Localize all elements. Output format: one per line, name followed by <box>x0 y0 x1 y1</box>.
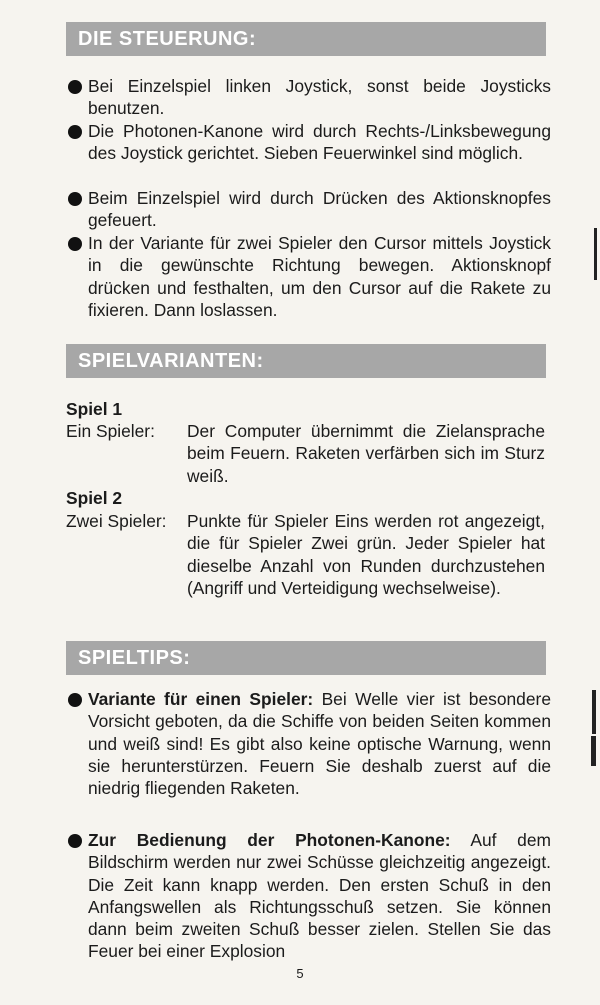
variant-title: Spiel 2 <box>66 488 123 508</box>
scan-edge-mark <box>594 228 597 280</box>
tip-item <box>66 829 551 963</box>
controls-item <box>66 120 551 165</box>
bullet-icon <box>68 237 82 251</box>
controls-item-text: Bei Einzelspiel linken Joystick, sonst beide Joysticks benutzen. <box>88 76 551 119</box>
bullet-icon <box>68 125 82 139</box>
tip-lead: Zur Bedienung der Photonen-Kanone: <box>88 830 451 850</box>
variant-description: Punkte für Spieler Eins werden rot angezeigt, die für Spieler Zwei grün. Jeder Spieler hat dieselbe Anzahl von Runden durchzustehen (Angriff und Verteidigung wechselweise). <box>187 511 545 598</box>
variant-title: Spiel 1 <box>66 399 123 419</box>
bullet-icon <box>68 834 82 848</box>
controls-item-text: Beim Einzelspiel wird durch Drücken des Aktionsknopfes gefeuert. <box>88 188 551 231</box>
controls-item <box>66 187 551 232</box>
tip-text: Bei Welle vier ist besondere Vorsicht geboten, da die Schiffe von beiden Seiten kommen und weiß sind! Es gibt also keine optische Warnung, wenn sie herunterstürzen. Feuern Sie deshalb zuerst auf die niedrig fliegenden Raketen. <box>88 689 551 799</box>
bullet-icon <box>68 80 82 94</box>
tip-item <box>66 688 551 799</box>
bullet-icon <box>68 693 82 707</box>
section-heading-tips: SPIELTIPS: <box>66 641 546 675</box>
section-heading-variants: SPIELVARIANTEN: <box>66 344 546 378</box>
page-number: 5 <box>296 966 304 981</box>
tip-text: Auf dem Bildschirm werden nur zwei Schüsse gleichzeitig angezeigt. Die Zeit kann knapp werden. Den ersten Schuß in den Anfangswellen als Richtungsschuß setzen. Sie können dann beim zweiten Schuß besser zielen. Stellen Sie das Feuer bei einer Explosion <box>88 830 552 962</box>
controls-item <box>66 75 551 120</box>
variant-label: Zwei Spieler: <box>66 511 167 531</box>
variant-description: Der Computer übernimmt die Zielansprache beim Feuern. Raketen verfärben sich im Sturz weiß. <box>187 421 545 486</box>
tip-lead: Variante für einen Spieler: <box>88 689 314 709</box>
controls-item-text: Die Photonen-Kanone wird durch Rechts-/Linksbewegung des Joystick gerichtet. Sieben Feuerwinkel sind möglich. <box>88 121 551 164</box>
scan-edge-mark <box>592 690 596 734</box>
variant-label: Ein Spieler: <box>66 421 155 441</box>
controls-item-text: In der Variante für zwei Spieler den Cursor mittels Joystick in die gewünschte Richtung bewegen. Aktionsknopf drücken und festhalten, um den Cursor auf die Rakete zu fixieren. Dann loslassen. <box>88 233 551 320</box>
scan-edge-mark <box>591 736 596 766</box>
bullet-icon <box>68 192 82 206</box>
section-heading-controls: DIE STEUERUNG: <box>66 22 546 56</box>
controls-item <box>66 232 551 321</box>
